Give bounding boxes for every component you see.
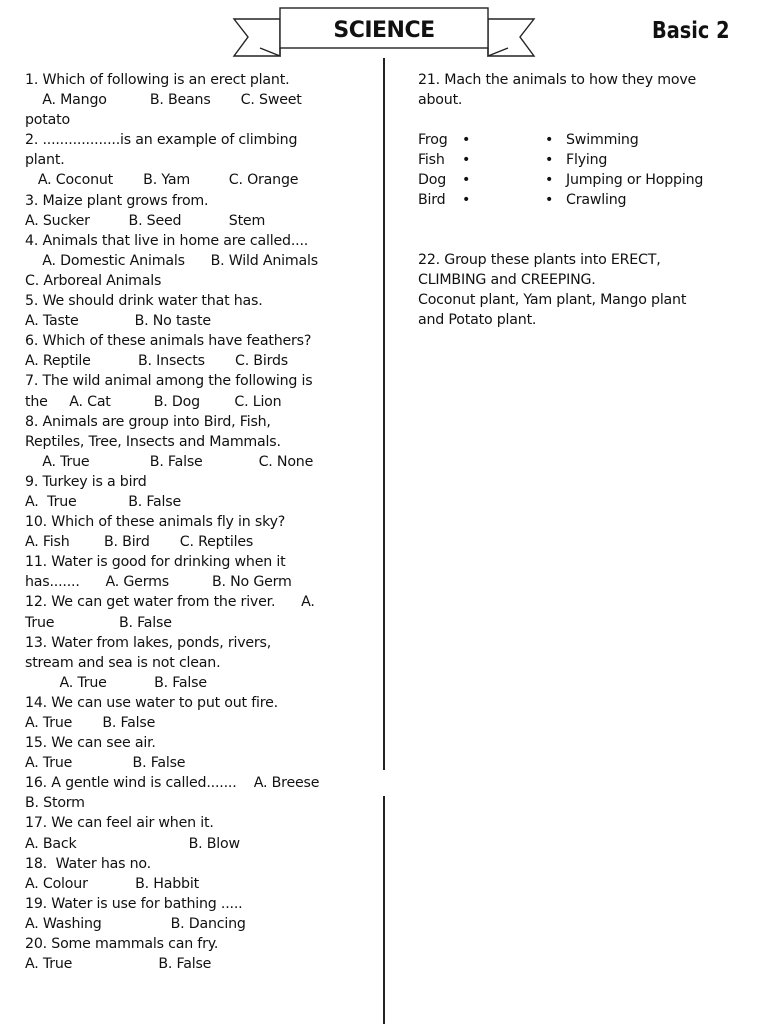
bullet-dot-icon: • — [545, 192, 554, 209]
question-3 — [25, 191, 377, 231]
question-line: 8. Animals are group into Bird, Fish, — [25, 413, 271, 430]
movement-label: Crawling — [566, 192, 627, 209]
question-line: A. Washing B. Dancing — [25, 915, 246, 932]
question-line: A. Mango B. Beans C. Sweet — [25, 92, 302, 109]
question-line: stream and sea is not clean. — [25, 654, 221, 671]
question-14 — [25, 693, 377, 733]
question-6 — [25, 331, 377, 371]
movement-label: Flying — [566, 152, 608, 169]
question-line: has....... A. Germs B. No Germ — [25, 574, 292, 591]
question-line: 14. We can use water to put out fire. — [25, 694, 278, 711]
question-line: 1. Which of following is an erect plant. — [25, 72, 290, 88]
question-line: 16. A gentle wind is called....... A. Breese — [25, 775, 320, 792]
question-line: A. True B. False — [25, 956, 212, 973]
bullet-dot-icon: • — [462, 172, 471, 189]
question-text: about. — [418, 92, 463, 109]
question-line: A. Domestic Animals B. Wild Animals — [25, 252, 318, 269]
match-row — [418, 170, 748, 190]
match-row — [418, 190, 748, 210]
question-line: 10. Which of these animals fly in sky? — [25, 514, 286, 531]
question-line: A. Reptile B. Insects C. Birds — [25, 353, 288, 370]
question-2 — [25, 130, 377, 190]
animal-label: Dog — [418, 172, 447, 189]
animal-label: Fish — [418, 152, 445, 169]
bullet-dot-icon: • — [545, 132, 554, 149]
column-divider-bottom — [383, 796, 385, 1024]
question-text: 22. Group these plants into ERECT, — [418, 252, 661, 269]
question-line: C. Arboreal Animals — [25, 272, 162, 289]
question-line: B. Storm — [25, 795, 85, 812]
animal-label: Bird — [418, 192, 446, 209]
question-line: 11. Water is good for drinking when it — [25, 554, 286, 571]
bullet-dot-icon: • — [545, 152, 554, 169]
match-row — [418, 130, 748, 150]
grade-label: Basic 2 — [652, 18, 730, 44]
question-line: 7. The wild animal among the following is — [25, 373, 313, 390]
question-7 — [25, 371, 377, 411]
match-row — [418, 150, 748, 170]
question-18 — [25, 854, 377, 894]
bullet-dot-icon: • — [462, 192, 471, 209]
question-line: potato — [25, 112, 70, 129]
page-title: SCIENCE — [333, 18, 435, 43]
question-line: True B. False — [25, 614, 172, 631]
matching-exercise — [418, 130, 748, 214]
question-line: 12. We can get water from the river. A. — [25, 594, 315, 611]
question-line: 18. Water has no. — [25, 855, 151, 872]
question-line: 5. We should drink water that has. — [25, 293, 263, 310]
movement-label: Swimming — [566, 132, 639, 149]
question-line: 15. We can see air. — [25, 735, 156, 752]
question-22 — [418, 250, 748, 330]
question-line: A. Taste B. No taste — [25, 313, 211, 330]
question-12 — [25, 592, 377, 632]
question-line: A. True B. False — [25, 755, 186, 772]
question-8 — [25, 412, 377, 472]
question-17 — [25, 813, 377, 853]
question-line: plant. — [25, 152, 65, 169]
question-line: A. True B. False C. None — [25, 453, 314, 470]
question-1 — [25, 70, 377, 130]
bullet-dot-icon: • — [462, 132, 471, 149]
question-text: CLIMBING and CREEPING. — [418, 272, 596, 289]
movement-label: Jumping or Hopping — [566, 172, 704, 189]
question-line: A. Sucker B. Seed Stem — [25, 212, 266, 229]
question-line: 4. Animals that live in home are called.... — [25, 232, 309, 249]
bullet-dot-icon: • — [545, 172, 554, 189]
question-21 — [418, 70, 748, 214]
question-19 — [25, 894, 377, 934]
questions-right-column — [418, 70, 748, 331]
question-line: Reptiles, Tree, Insects and Mammals. — [25, 433, 281, 450]
question-line: 19. Water is use for bathing ..... — [25, 895, 243, 912]
animal-label: Frog — [418, 132, 448, 149]
question-line: 2. ..................is an example of climbing — [25, 132, 298, 149]
question-15 — [25, 733, 377, 773]
question-line: 13. Water from lakes, ponds, rivers, — [25, 634, 272, 651]
question-5 — [25, 291, 377, 331]
question-11 — [25, 552, 377, 592]
question-line: 3. Maize plant grows from. — [25, 192, 209, 209]
question-line: A. True B. False — [25, 493, 182, 510]
question-line: 9. Turkey is a bird — [25, 473, 147, 490]
question-9 — [25, 472, 377, 512]
question-line: 20. Some mammals can fry. — [25, 936, 219, 953]
question-text: Coconut plant, Yam plant, Mango plant — [418, 292, 687, 309]
question-line: A. Fish B. Bird C. Reptiles — [25, 534, 254, 551]
question-10 — [25, 512, 377, 552]
question-line: the A. Cat B. Dog C. Lion — [25, 393, 282, 410]
question-line: A. True B. False — [25, 715, 156, 731]
question-line: A. Coconut B. Yam C. Orange — [25, 172, 299, 189]
question-line: A. Colour B. Habbit — [25, 875, 199, 892]
question-line: A. Back B. Blow — [25, 835, 240, 852]
title-banner — [230, 6, 538, 60]
question-13 — [25, 633, 377, 693]
question-20 — [25, 934, 377, 974]
column-divider-top — [383, 58, 385, 770]
question-4 — [25, 231, 377, 291]
question-line: A. True B. False — [25, 674, 207, 691]
bullet-dot-icon: • — [462, 152, 471, 169]
question-text: and Potato plant. — [418, 312, 537, 329]
question-16 — [25, 773, 377, 813]
question-line: 17. We can feel air when it. — [25, 815, 214, 832]
question-line: 6. Which of these animals have feathers? — [25, 333, 312, 350]
question-text: 21. Mach the animals to how they move — [418, 72, 697, 88]
questions-left-column — [25, 70, 377, 974]
